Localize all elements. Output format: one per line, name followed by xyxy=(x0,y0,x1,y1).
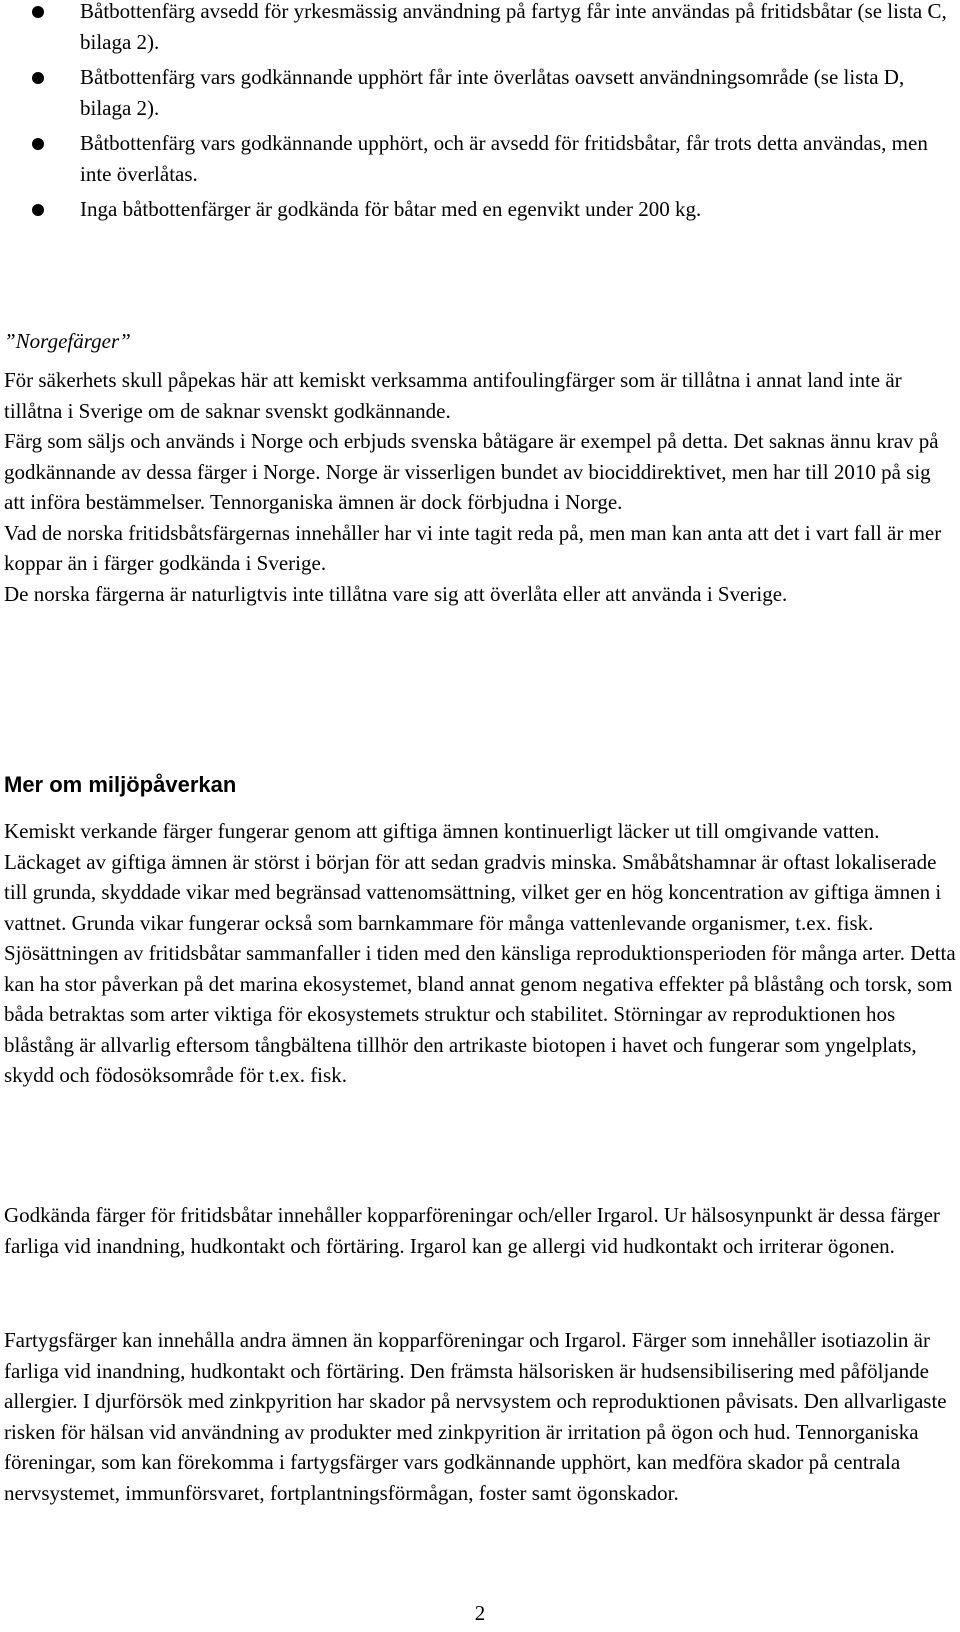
paragraph: Färg som säljs och används i Norge och erbjuds svenska båtägare är exempel på detta. Det saknas ännu krav på godkännande av dessa färger i Norge. Norge är visserligen bundet av biociddirektivet, men har till 2010 på sig att införa bestämmelser. Tennorganiska ämnen är dock förbjudna i Norge. xyxy=(4,429,939,514)
norgefarger-title: ”Norgefärger” xyxy=(4,329,131,353)
paragraph: För säkerhets skull påpekas här att kemiskt verksamma antifoulingfärger som är tillåtna i annat land inte är tillåtna i Sverige om de saknar svenskt godkännande. xyxy=(4,368,902,423)
list-item xyxy=(0,62,960,123)
norgefarger-body xyxy=(4,365,956,609)
page-number: 2 xyxy=(474,1601,486,1625)
section-heading: Mer om miljöpåverkan xyxy=(4,772,237,797)
rules-bullet-list xyxy=(0,0,960,230)
paragraph-approved-paints-health: Godkända färger för fritidsbåtar innehåller kopparföreningar och/eller Irgarol. Ur hälsosynpunkt är dessa färger farliga vid inandning, hudkontakt och förtäring. Irgarol kan ge allergi vid hudkontakt och irriterar ögonen. xyxy=(4,1203,940,1258)
paragraph-environment-effects: Kemiskt verkande färger fungerar genom att giftiga ämnen kontinuerligt läcker ut till omgivande vatten. Läckaget av giftiga ämnen är störst i början för att sedan gradvis minska. Småbåtshamnar är oftast lokaliserade till grunda, skyddade vikar med begränsad vattenomsättning, vilket ger en hög koncentration av giftiga ämnen i vattnet. Grunda vikar fungerar också som barnkammare för många vattenlevande organismer, t.ex. fisk. Sjösättningen av fritidsbåtar sammanfaller i tiden med den känsliga reproduktionsperioden för många arter. Detta kan ha stor påverkan på det marina ekosystemet, bland annat genom negativa effekter på blåstång och torsk, som båda betraktas som arter viktiga för ekosystemets struktur och stabilitet. Störningar av reproduktionen hos blåstång är allvarlig eftersom tångbältena tillhör den artrikaste biotopen i havet och fungerar som yngelplats, skydd och födosöksområde för t.ex. fisk. xyxy=(4,819,956,1087)
list-item xyxy=(0,0,960,57)
bullet-text: Båtbottenfärg avsedd för yrkesmässig användning på fartyg får inte användas på fritidsbåtar (se lista C, bilaga 2). xyxy=(80,0,947,54)
bullet-icon xyxy=(32,72,44,84)
bullet-icon xyxy=(32,6,44,18)
bullet-icon xyxy=(32,138,44,150)
bullet-text: Båtbottenfärg vars godkännande upphört får inte överlåtas oavsett användningsområde (se lista D, bilaga 2). xyxy=(80,65,905,120)
paragraph: De norska färgerna är naturligtvis inte tillåtna vare sig att överlåta eller att använda i Sverige. xyxy=(4,581,788,606)
list-item xyxy=(0,128,960,189)
paragraph: Vad de norska fritidsbåtsfärgernas innehåller har vi inte tagit reda på, men man kan anta att det i vart fall är mer koppar än i färger godkända i Sverige. xyxy=(4,520,942,575)
bullet-text: Inga båtbottenfärger är godkända för båtar med en egenvikt under 200 kg. xyxy=(80,197,702,221)
list-item xyxy=(0,194,960,225)
bullet-text: Båtbottenfärg vars godkännande upphört, och är avsedd för fritidsbåtar, får trots detta användas, men inte överlåtas. xyxy=(80,131,928,186)
bullet-icon xyxy=(32,204,44,216)
paragraph-ship-paints-health: Fartygsfärger kan innehålla andra ämnen än kopparföreningar och Irgarol. Färger som innehåller isotiazolin är farliga vid inandning, hudkontakt och förtäring. Den främsta hälsorisken är hudsensibilisering med påföljande allergier. I djurförsök med zinkpyrition har skador på nervsystem och reproduktionen påvisats. Den allvarligaste risken för hälsan vid användning av produkter med zinkpyrition är irritation på ögon och hud. Tennorganiska föreningar, som kan förekomma i fartygsfärger vars godkännande upphört, kan medföra skador på centrala nervsystemet, immunförsvaret, fortplantningsförmågan, foster samt ögonskador. xyxy=(4,1328,947,1505)
